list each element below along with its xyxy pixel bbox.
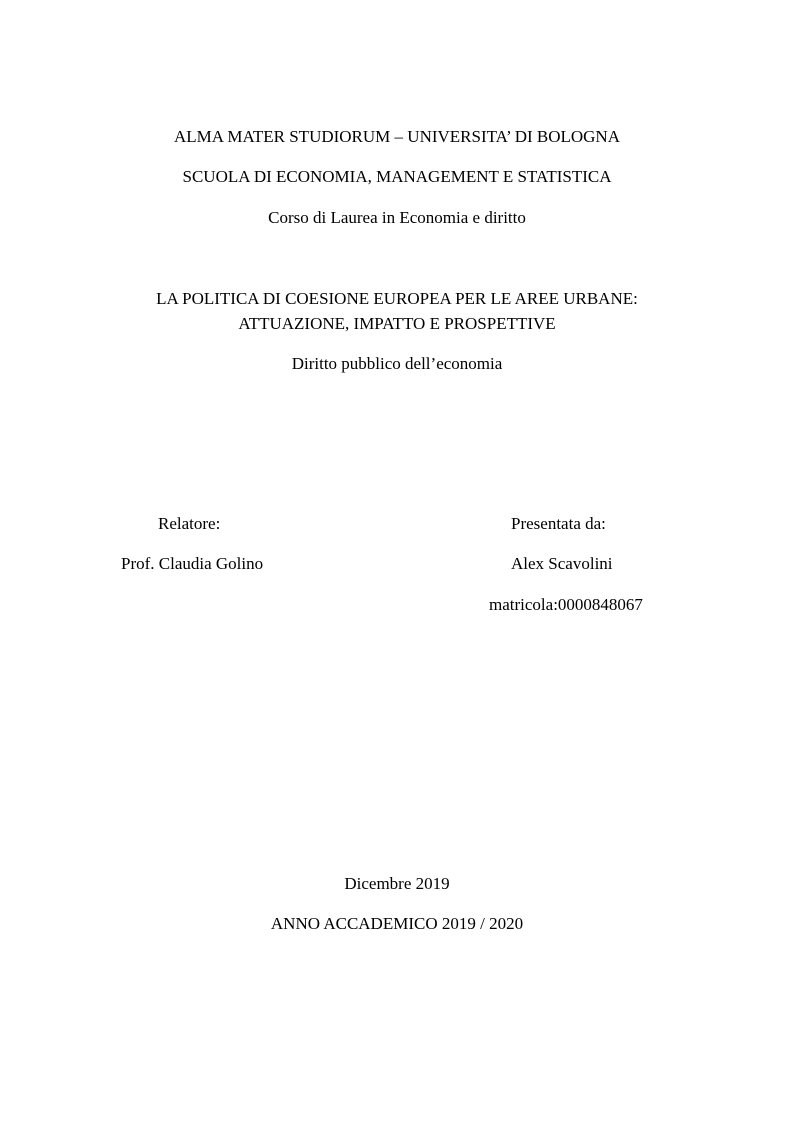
academic-year: ANNO ACCADEMICO 2019 / 2020 — [270, 914, 524, 933]
supervisor-label: Relatore: — [158, 514, 221, 533]
graduation-date: Dicembre 2019 — [344, 874, 450, 893]
supervisor-name: Prof. Claudia Golino — [121, 554, 264, 573]
thesis-subject: Diritto pubblico dell’economia — [291, 354, 503, 373]
university-name: ALMA MATER STUDIORUM – UNIVERSITA’ DI BOLOGNA — [174, 127, 620, 146]
school-name: SCUOLA DI ECONOMIA, MANAGEMENT E STATISTICA — [182, 167, 612, 186]
candidate-label: Presentata da: — [511, 514, 606, 533]
thesis-title-line-2: ATTUAZIONE, IMPATTO E PROSPETTIVE — [238, 314, 556, 333]
candidate-matricola: matricola:0000848067 — [489, 595, 643, 614]
course-name: Corso di Laurea in Economia e diritto — [268, 208, 526, 227]
thesis-title-line-1: LA POLITICA DI COESIONE EUROPEA PER LE AREE URBANE: — [156, 289, 638, 308]
candidate-name: Alex Scavolini — [511, 554, 613, 573]
